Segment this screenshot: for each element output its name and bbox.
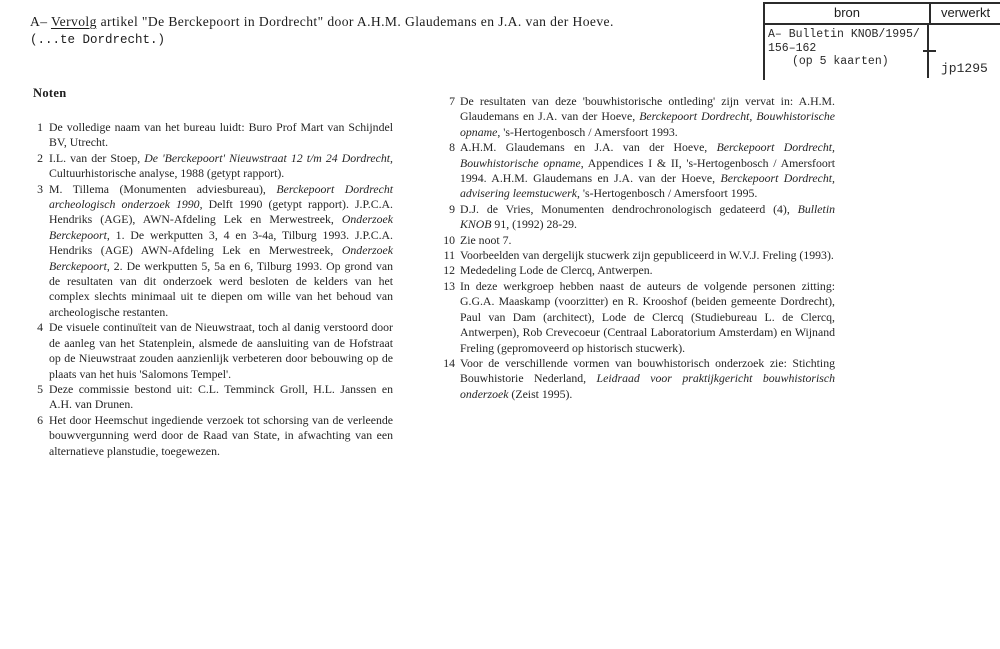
note-text xyxy=(49,382,393,413)
note-number: 7 xyxy=(449,94,455,108)
note-text xyxy=(460,248,835,263)
note-text-segment: Het door Heemschut ingediende verzoek tot schorsing van de verleende bouwvergunning werd door de Raad van State, in afwachting van een alternatieve planstudie, toegewezen. xyxy=(49,412,393,458)
bron-line-1: A– Bulletin KNOB/1995/ xyxy=(768,28,920,41)
note-text xyxy=(49,182,393,321)
note-number: 1 xyxy=(37,120,43,134)
verwerkt-stamp-value: jp1295 xyxy=(941,61,988,76)
note-title-italic-segment: Berckepoort Dordrecht, Bouwhistorische opname xyxy=(460,140,835,170)
note-text xyxy=(460,356,835,402)
note-text xyxy=(49,320,393,382)
note-item xyxy=(33,120,393,151)
verwerkt-cell xyxy=(929,25,1000,78)
note-item xyxy=(33,413,393,459)
note-text-segment: D.J. de Vries, Monumenten dendrochronologisch gedateerd (4), xyxy=(460,201,798,216)
note-title-italic-segment: Onderzoek Berckepoort xyxy=(49,243,393,273)
note-text-segment: , 1. De werkputten 3, 4 en 3-4a, Tilburg 1993. J.P.C.A. Hendriks (AGE) AWN-Afdeling Lek en Merwestreek, xyxy=(49,227,393,258)
note-text-segment: , Appendices I & II, 's-Hertogenbosch / Amersfoort 1994. A.H.M. Glaudemans en J.A. van der Hoeve, xyxy=(460,155,835,186)
note-number: 3 xyxy=(37,181,43,196)
note-title-italic-segment: Onderzoek Berckepoort xyxy=(49,212,393,242)
note-text-segment: (Zeist 1995). xyxy=(508,386,573,401)
column-header-verwerkt: verwerkt xyxy=(940,5,991,20)
bron-line-2: 156–162 xyxy=(768,41,817,55)
article-ref-rest: artikel "De Berckepoort in Dordrecht" door A.H.M. Glaudemans en J.A. van der Hoeve. xyxy=(96,14,614,29)
article-ref-prefix: A– xyxy=(30,14,51,29)
note-item xyxy=(441,233,835,248)
note-text xyxy=(49,151,393,182)
note-number: 8 xyxy=(449,140,455,155)
note-number: 4 xyxy=(37,320,43,335)
note-item xyxy=(441,263,835,278)
note-item xyxy=(441,140,835,202)
note-text-segment: Voor de verschillende vormen van bouwhistorisch onderzoek zie: Stichting Bouwhistorie Nederland, xyxy=(460,355,835,386)
bron-cell xyxy=(765,25,929,78)
note-number: 2 xyxy=(37,150,43,165)
note-text xyxy=(49,413,393,459)
article-reference-continuation: (...te Dordrecht.) xyxy=(30,33,166,47)
note-text-segment: 91, (1992) 28-29. xyxy=(491,217,577,232)
note-text-segment: In deze werkgroep hebben naast de auteurs de volgende personen zitting: G.G.A. Maaskamp (voorzitter) en R. Krooshof (beiden gemeente Dordrecht), Paul van Dam (architect), Lode de Clercq (Studiebureau L. de Clercq, Antwerpen), Rob Crevecoeur (Centraal Laboratorium Amsterdam) en Wijnand Freling (gepromoveerd op historisch stucwerk). xyxy=(460,278,835,355)
note-item xyxy=(33,151,393,182)
note-title-italic-segment: Bulletin KNOB xyxy=(460,201,835,232)
notes-heading: Noten xyxy=(33,86,67,100)
note-number: 12 xyxy=(443,263,455,278)
note-text xyxy=(460,233,835,248)
note-title-italic-segment: Berckepoort Dordrecht, Bouwhistorische opname xyxy=(460,109,835,139)
page-header xyxy=(30,13,750,49)
registration-table-body-row xyxy=(765,25,1000,78)
registration-table-header-row xyxy=(765,4,1000,25)
note-text xyxy=(460,202,835,233)
note-number: 13 xyxy=(443,278,455,293)
note-text-segment: De volledige naam van het bureau luidt: Buro Prof Mart van Schijndel BV, Utrecht. xyxy=(49,120,393,150)
note-text-segment: Mededeling Lode de Clercq, Antwerpen. xyxy=(460,263,653,278)
registration-table xyxy=(763,2,1000,80)
note-text-segment: , 's-Hertogenbosch / Amersfoort 1993. xyxy=(497,124,678,139)
note-item xyxy=(33,382,393,413)
note-text-segment: , 's-Hertogenbosch / Amersfoort 1995. xyxy=(576,186,758,201)
notes-left-column xyxy=(33,120,393,459)
note-number: 9 xyxy=(449,201,455,216)
bron-line-3: (op 5 kaarten) xyxy=(792,55,889,68)
note-item xyxy=(441,248,835,263)
note-item xyxy=(441,279,835,356)
note-text-segment: Deze commissie bestond uit: C.L. Temminck Groll, H.L. Janssen en A.H. van Drunen. xyxy=(49,381,393,412)
note-text-segment: A.H.M. Glaudemans en J.A. van der Hoeve, xyxy=(460,140,717,155)
note-text-segment: M. Tillema (Monumenten adviesbureau), xyxy=(49,181,277,196)
note-title-italic-segment: Berckepoort Dordrecht, advisering leemstucwerk xyxy=(460,171,835,201)
note-text xyxy=(460,279,835,356)
note-item xyxy=(441,356,835,402)
note-number: 6 xyxy=(37,412,43,427)
note-title-italic-segment: Leidraad voor praktijkgericht bouwhistorisch onderzoek xyxy=(460,371,835,401)
note-text-segment: , Delft 1990 (getypt rapport). J.P.C.A. Hendriks (AGE), AWN-Afdeling Lek en Merwestreek, xyxy=(49,197,393,227)
note-number: 10 xyxy=(443,232,455,247)
note-text-segment: , 2. De werkputten 5, 5a en 6, Tilburg 1993. Op grond van de resultaten van dit onderzoek werd besloten de kelders van het complex slechts minimaal uit te diepen om wille van het behoud van archeologische restanten. xyxy=(49,258,393,319)
note-number: 11 xyxy=(443,248,455,263)
note-text-segment: De visuele continuïteit van de Nieuwstraat, toch al danig verstoord door de aanleg van het Statenplein, alsmede de aansluiting van de Hofstraat op de Nieuwstraat zouden aanzienlijk verbeteren door bebouwing op de plaats van het huis 'Salomons Tempel'. xyxy=(49,320,393,381)
pen-dash-mark xyxy=(923,50,936,52)
note-item xyxy=(33,182,393,321)
note-text-segment: , Cultuurhistorische analyse, 1988 (getypt rapport). xyxy=(49,150,393,181)
note-text-segment: I.L. van der Stoep, xyxy=(49,150,145,165)
note-item xyxy=(441,94,835,140)
note-item xyxy=(441,202,835,233)
note-text xyxy=(460,263,835,278)
note-text xyxy=(460,94,835,140)
note-item xyxy=(33,320,393,382)
notes-right-column xyxy=(441,94,835,402)
note-title-italic-segment: Berckepoort Dordrecht archeologisch onderzoek 1990 xyxy=(49,181,393,212)
note-title-italic-segment: De 'Berckepoort' Nieuwstraat 12 t/m 24 Dordrecht xyxy=(144,150,391,165)
column-header-bron: bron xyxy=(765,4,931,23)
note-text xyxy=(460,140,835,202)
note-text xyxy=(49,120,393,151)
article-ref-underlined-word: Vervolg xyxy=(50,14,97,29)
note-text-segment: Voorbeelden van dergelijk stucwerk zijn gepubliceerd in W.V.J. Freling (1993). xyxy=(460,248,834,263)
note-text-segment: De resultaten van deze 'bouwhistorische ontleding' zijn vervat in: A.H.M. Glaudemans en J.A. van der Hoeve, xyxy=(460,94,835,124)
note-number: 5 xyxy=(37,381,43,396)
note-number: 14 xyxy=(443,355,455,370)
note-text-segment: Zie noot 7. xyxy=(460,232,512,247)
article-reference-line xyxy=(30,13,750,31)
